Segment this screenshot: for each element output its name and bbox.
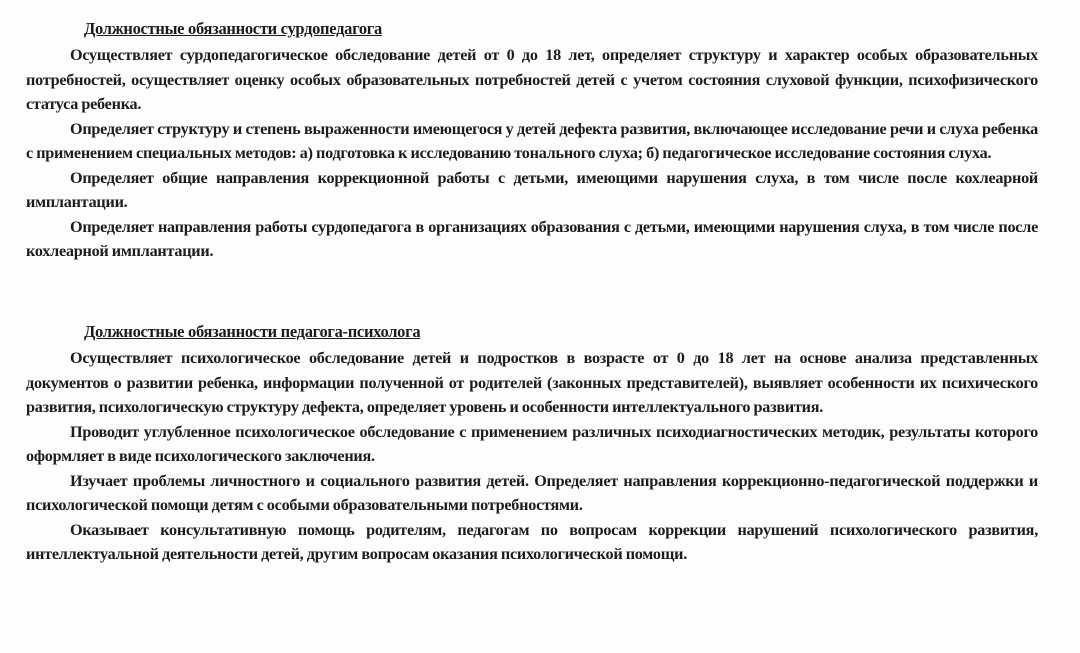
paragraph: Определяет структуру и степень выраженности имеющегося у детей дефекта развития, включающее исследование речи и слуха ребенка с применением специальных методов: а) подготовка к исследованию тонального слуха; б) педагогическое исследование состояния слуха. [26, 119, 1038, 162]
paragraph: Оказывает консультативную помощь родителям, педагогам по вопросам коррекции нарушений психологического развития, интеллектуальной деятельности детей, другим вопросам оказания психологической помощи. [26, 520, 1038, 563]
paragraph: Определяет общие направления коррекционной работы с детьми, имеющими нарушения слуха, в том числе после кохлеарной имплантации. [26, 168, 1038, 211]
section-heading: Должностные обязанности сурдопедагога [84, 19, 382, 38]
paragraph: Изучает проблемы личностного и социального развития детей. Определяет направления коррекционно-педагогической поддержки и психологической помощи детям с особыми образовательными потребностями. [26, 471, 1038, 514]
paragraph: Проводит углубленное психологическое обследование с применением различных психодиагностических методик, результаты которого оформляет в виде психологического заключения. [26, 422, 1038, 465]
paragraph: Осуществляет психологическое обследование детей и подростков в возрасте от 0 до 18 лет на основе анализа представленных документов о развитии ребенка, информации полученной от родителей (законных представителей), выявляет особенности их психического развития, психологическую структуру дефекта, определяет уровень и особенности интеллектуального развития. [26, 349, 1038, 416]
section-psychologist-duties [26, 320, 1038, 567]
paragraph: Осуществляет сурдопедагогическое обследование детей от 0 до 18 лет, определяет структуру и характер особых образовательных потребностей, осуществляет оценку особых образовательных потребностей детей с учетом состояния слуховой функции, психофизического статуса ребенка. [26, 46, 1038, 113]
paragraph: Определяет направления работы сурдопедагога в организациях образования с детьми, имеющими нарушения слуха, в том числе после кохлеарной имплантации. [26, 217, 1038, 260]
section-heading: Должностные обязанности педагога-психолога [84, 322, 421, 341]
section-speech-therapist-duties [26, 17, 1038, 264]
